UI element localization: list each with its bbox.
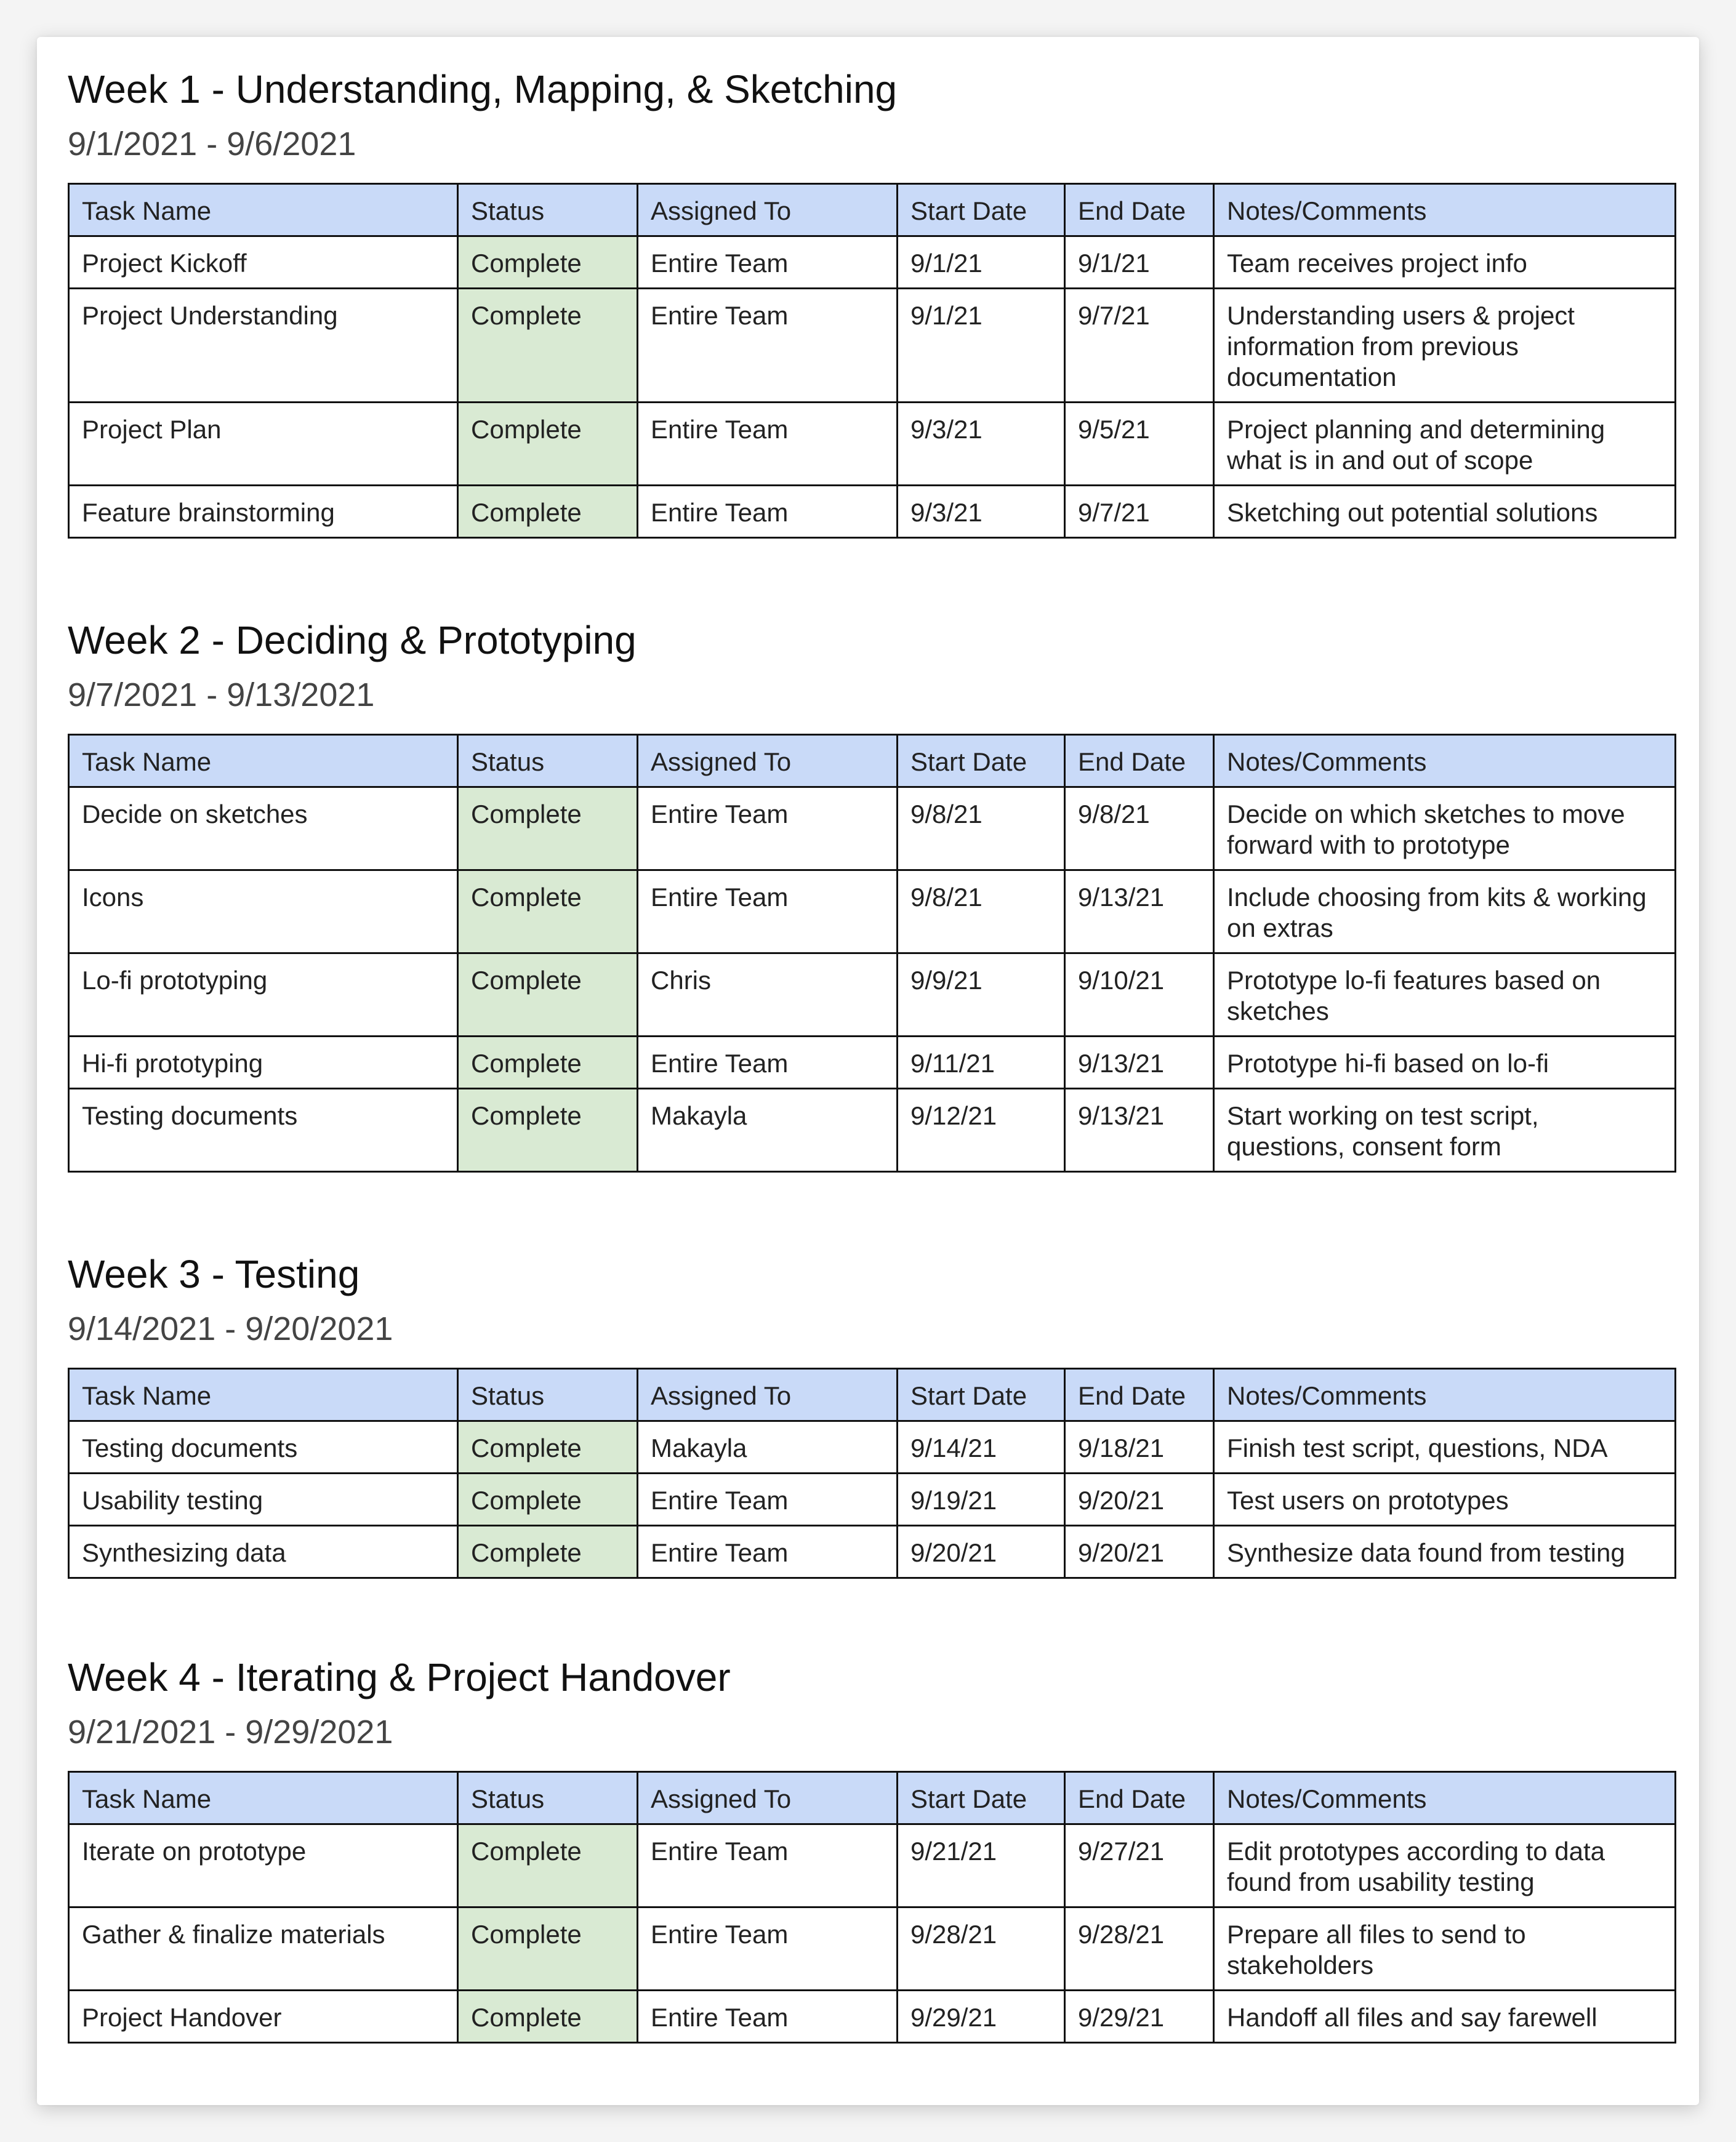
table-row	[69, 1421, 1676, 1474]
header-task-name: Task Name	[69, 1772, 458, 1824]
status-cell: Complete	[458, 289, 638, 403]
start-date-cell: 9/29/21	[898, 1991, 1065, 2043]
task-name-cell: Icons	[69, 870, 458, 953]
status-cell: Complete	[458, 236, 638, 289]
header-start-date: Start Date	[898, 184, 1065, 236]
end-date-cell: 9/20/21	[1065, 1526, 1214, 1578]
status-cell: Complete	[458, 1526, 638, 1578]
header-end-date: End Date	[1065, 1369, 1214, 1421]
week-2-task-table	[68, 734, 1676, 1173]
table-row	[69, 1037, 1676, 1089]
header-assigned-to: Assigned To	[638, 1772, 898, 1824]
notes-cell: Handoff all files and say farewell	[1214, 1991, 1676, 2043]
header-status: Status	[458, 735, 638, 787]
table-row	[69, 486, 1676, 538]
task-name-cell: Usability testing	[69, 1474, 458, 1526]
header-notes: Notes/Comments	[1214, 1772, 1676, 1824]
task-name-cell: Project Kickoff	[69, 236, 458, 289]
assigned-cell: Entire Team	[638, 1474, 898, 1526]
end-date-cell: 9/13/21	[1065, 1089, 1214, 1172]
document-page	[37, 37, 1699, 2105]
assigned-cell: Entire Team	[638, 1991, 898, 2043]
table-header-row	[69, 1772, 1676, 1824]
table-header-row	[69, 735, 1676, 787]
notes-cell: Start working on test script, questions, consent form	[1214, 1089, 1676, 1172]
header-task-name: Task Name	[69, 184, 458, 236]
table-row	[69, 1089, 1676, 1172]
table-row	[69, 1991, 1676, 2043]
assigned-cell: Entire Team	[638, 1824, 898, 1907]
notes-cell: Project planning and determining what is in and out of scope	[1214, 403, 1676, 486]
start-date-cell: 9/14/21	[898, 1421, 1065, 1474]
end-date-cell: 9/7/21	[1065, 486, 1214, 538]
assigned-cell: Entire Team	[638, 289, 898, 403]
end-date-cell: 9/27/21	[1065, 1824, 1214, 1907]
task-name-cell: Project Plan	[69, 403, 458, 486]
week-3-title: Week 3 - Testing	[68, 1252, 360, 1296]
assigned-cell: Entire Team	[638, 403, 898, 486]
notes-cell: Understanding users & project information from previous documentation	[1214, 289, 1676, 403]
header-status: Status	[458, 184, 638, 236]
end-date-cell: 9/5/21	[1065, 403, 1214, 486]
assigned-cell: Makayla	[638, 1089, 898, 1172]
status-cell: Complete	[458, 1421, 638, 1474]
week-1-date-range: 9/1/2021 - 9/6/2021	[68, 126, 356, 162]
header-end-date: End Date	[1065, 735, 1214, 787]
notes-cell: Edit prototypes according to data found from usability testing	[1214, 1824, 1676, 1907]
week-2-title: Week 2 - Deciding & Prototyping	[68, 618, 637, 662]
header-assigned-to: Assigned To	[638, 184, 898, 236]
assigned-cell: Entire Team	[638, 236, 898, 289]
task-name-cell: Synthesizing data	[69, 1526, 458, 1578]
start-date-cell: 9/1/21	[898, 289, 1065, 403]
header-status: Status	[458, 1369, 638, 1421]
end-date-cell: 9/13/21	[1065, 870, 1214, 953]
header-start-date: Start Date	[898, 735, 1065, 787]
task-name-cell: Hi-fi prototyping	[69, 1037, 458, 1089]
week-3-section	[68, 1250, 1674, 1579]
table-row	[69, 289, 1676, 403]
table-header-row	[69, 1369, 1676, 1421]
table-row	[69, 870, 1676, 953]
end-date-cell: 9/29/21	[1065, 1991, 1214, 2043]
end-date-cell: 9/28/21	[1065, 1907, 1214, 1991]
notes-cell: Sketching out potential solutions	[1214, 486, 1676, 538]
start-date-cell: 9/28/21	[898, 1907, 1065, 1991]
header-notes: Notes/Comments	[1214, 1369, 1676, 1421]
header-notes: Notes/Comments	[1214, 184, 1676, 236]
assigned-cell: Entire Team	[638, 486, 898, 538]
task-name-cell: Testing documents	[69, 1089, 458, 1172]
assigned-cell: Entire Team	[638, 870, 898, 953]
table-row	[69, 403, 1676, 486]
notes-cell: Prototype lo-fi features based on sketches	[1214, 953, 1676, 1037]
status-cell: Complete	[458, 953, 638, 1037]
week-2-date-range: 9/7/2021 - 9/13/2021	[68, 676, 375, 713]
notes-cell: Prototype hi-fi based on lo-fi	[1214, 1037, 1676, 1089]
header-notes: Notes/Comments	[1214, 735, 1676, 787]
task-name-cell: Gather & finalize materials	[69, 1907, 458, 1991]
week-4-title: Week 4 - Iterating & Project Handover	[68, 1655, 731, 1699]
week-4-date-range: 9/21/2021 - 9/29/2021	[68, 1714, 393, 1751]
table-row	[69, 236, 1676, 289]
status-cell: Complete	[458, 870, 638, 953]
notes-cell: Test users on prototypes	[1214, 1474, 1676, 1526]
header-task-name: Task Name	[69, 1369, 458, 1421]
status-cell: Complete	[458, 787, 638, 870]
table-row	[69, 953, 1676, 1037]
notes-cell: Prepare all files to send to stakeholders	[1214, 1907, 1676, 1991]
start-date-cell: 9/9/21	[898, 953, 1065, 1037]
start-date-cell: 9/1/21	[898, 236, 1065, 289]
table-row	[69, 787, 1676, 870]
status-cell: Complete	[458, 1474, 638, 1526]
end-date-cell: 9/18/21	[1065, 1421, 1214, 1474]
assigned-cell: Makayla	[638, 1421, 898, 1474]
assigned-cell: Entire Team	[638, 787, 898, 870]
header-end-date: End Date	[1065, 1772, 1214, 1824]
start-date-cell: 9/21/21	[898, 1824, 1065, 1907]
start-date-cell: 9/20/21	[898, 1526, 1065, 1578]
week-2-section	[68, 616, 1674, 1173]
table-row	[69, 1824, 1676, 1907]
end-date-cell: 9/20/21	[1065, 1474, 1214, 1526]
start-date-cell: 9/3/21	[898, 403, 1065, 486]
table-row	[69, 1907, 1676, 1991]
week-1-section	[68, 65, 1674, 539]
header-assigned-to: Assigned To	[638, 735, 898, 787]
week-1-title: Week 1 - Understanding, Mapping, & Sketching	[68, 67, 898, 111]
status-cell: Complete	[458, 1907, 638, 1991]
start-date-cell: 9/11/21	[898, 1037, 1065, 1089]
task-name-cell: Decide on sketches	[69, 787, 458, 870]
header-end-date: End Date	[1065, 184, 1214, 236]
status-cell: Complete	[458, 486, 638, 538]
week-1-task-table	[68, 183, 1676, 539]
end-date-cell: 9/8/21	[1065, 787, 1214, 870]
end-date-cell: 9/10/21	[1065, 953, 1214, 1037]
task-name-cell: Feature brainstorming	[69, 486, 458, 538]
start-date-cell: 9/12/21	[898, 1089, 1065, 1172]
notes-cell: Team receives project info	[1214, 236, 1676, 289]
notes-cell: Decide on which sketches to move forward with to prototype	[1214, 787, 1676, 870]
task-name-cell: Project Handover	[69, 1991, 458, 2043]
header-start-date: Start Date	[898, 1772, 1065, 1824]
end-date-cell: 9/1/21	[1065, 236, 1214, 289]
header-task-name: Task Name	[69, 735, 458, 787]
status-cell: Complete	[458, 1824, 638, 1907]
notes-cell: Finish test script, questions, NDA	[1214, 1421, 1676, 1474]
task-name-cell: Project Understanding	[69, 289, 458, 403]
status-cell: Complete	[458, 1991, 638, 2043]
notes-cell: Synthesize data found from testing	[1214, 1526, 1676, 1578]
week-3-date-range: 9/14/2021 - 9/20/2021	[68, 1310, 393, 1347]
status-cell: Complete	[458, 403, 638, 486]
start-date-cell: 9/8/21	[898, 787, 1065, 870]
assigned-cell: Chris	[638, 953, 898, 1037]
end-date-cell: 9/7/21	[1065, 289, 1214, 403]
notes-cell: Include choosing from kits & working on extras	[1214, 870, 1676, 953]
task-name-cell: Lo-fi prototyping	[69, 953, 458, 1037]
header-assigned-to: Assigned To	[638, 1369, 898, 1421]
start-date-cell: 9/19/21	[898, 1474, 1065, 1526]
table-header-row	[69, 184, 1676, 236]
status-cell: Complete	[458, 1037, 638, 1089]
header-start-date: Start Date	[898, 1369, 1065, 1421]
week-3-task-table	[68, 1368, 1676, 1579]
table-row	[69, 1474, 1676, 1526]
task-name-cell: Iterate on prototype	[69, 1824, 458, 1907]
end-date-cell: 9/13/21	[1065, 1037, 1214, 1089]
start-date-cell: 9/8/21	[898, 870, 1065, 953]
start-date-cell: 9/3/21	[898, 486, 1065, 538]
assigned-cell: Entire Team	[638, 1907, 898, 1991]
assigned-cell: Entire Team	[638, 1526, 898, 1578]
week-4-task-table	[68, 1771, 1676, 2044]
status-cell: Complete	[458, 1089, 638, 1172]
task-name-cell: Testing documents	[69, 1421, 458, 1474]
header-status: Status	[458, 1772, 638, 1824]
week-4-section	[68, 1653, 1674, 2044]
table-row	[69, 1526, 1676, 1578]
assigned-cell: Entire Team	[638, 1037, 898, 1089]
